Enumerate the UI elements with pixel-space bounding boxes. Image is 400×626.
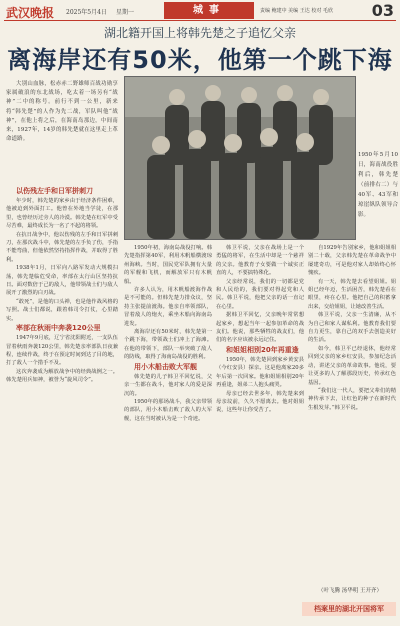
paragraph: 有一天，韩先楚去看望姐姐。姐姐已经年迈，生活困苦，韩先楚看在眼里，疼在心里。他把自己的积蓄拿出来，交给姐姐，让她改善生活。 <box>308 278 396 310</box>
series-banner: 档案里的湖北开国将军 <box>302 602 396 616</box>
page-number: 03 <box>371 1 394 20</box>
paragraph: 离海岸还有50米时，韩先楚第一个跳下海，带领战士们冲上了海滩。在他的带领下，部队一举突破了敌人的防线，取得了海南岛战役的胜利。 <box>124 329 212 361</box>
article-headline: 离海岸还有50米，他第一个跳下海 <box>7 46 393 74</box>
article-kicker: 湖北籍开国上将韩先楚之子追忆父亲 <box>103 26 296 40</box>
paragraph: 韩先楚的儿子韩卫平回忆说，父亲一生都在战斗，他对家人的爱是深沉的。 <box>124 373 212 397</box>
photo-caption: 1950年5月10日，海南战役胜利后，韩先楚（前排右二）与40军、43军和琼崖纵队领导合影。 <box>358 152 398 218</box>
section-label: 城事 <box>164 2 254 19</box>
subhead-3: 用小木船击败大军舰 <box>134 362 197 371</box>
issue-weekday: 星期一 <box>116 9 135 16</box>
editor-credits: 责编 鲍建中 美编 王达 校对 毛欣 <box>260 8 333 14</box>
issue-date: 2025年5月4日 <box>66 9 107 16</box>
paragraph: 母亲已经去世多年，韩先楚来到母亲坟前，久久不愿离去。他对姐姐说，这些年让你受苦了。 <box>216 390 304 414</box>
paragraph: 这次奔袭成为解放战争中的经典战例之一。韩先楚用兵如神，被誉为“旋风司令”。 <box>6 368 118 384</box>
paragraph: “敢死”，是他的口头禅，也是他作战风格的写照。战士们都说，跟着韩司令打仗，心里踏实。 <box>6 298 118 322</box>
masthead: 武汉晚报 <box>6 6 55 20</box>
paragraph: 1950年的那场战斗，我父亲带领的部队，用小木船击败了敌人的大军舰，这在当时被认为是一个奇迹。 <box>124 398 212 422</box>
paragraph: 年少时，韩先楚的家乡由于经济条件困难，他被迫到外面打工。他曾在外地当学徒，在那里，也曾经历过旁人的冷漠。韩先楚在红军中受尽苦难，最终成长为一名了不起的将领。 <box>6 198 118 230</box>
column-2 <box>124 244 212 624</box>
paragraph: 自1929年告别家乡，他和姐姐相别二十载，父亲韩先楚在革命战争中屡建奇功，可是他对家人却始终心怀愧疚。 <box>308 245 396 277</box>
column-1 <box>6 186 118 610</box>
paragraph: 在抗日战争中，他以伤残的左手和日军拼刺刀，在那次战斗中，韩先楚的左手负了伤，手指不能弯曲，但他依然坚持指挥作战，并取得了胜利。 <box>6 231 118 263</box>
column-4 <box>308 244 396 589</box>
paragraph: “我们这一代人，要把父辈们的精神传承下去，让红色的种子在新时代生根发芽。”韩卫平说。 <box>308 387 396 411</box>
paragraph: 父亲经常说，我们的一切都是党和人民给的，我们要对得起党和人民。韩卫平说，他把父亲的话一直记在心里。 <box>216 278 304 310</box>
page-header <box>4 2 396 21</box>
historical-group-photo <box>124 76 356 240</box>
paragraph: 据韩卫平回忆，父亲晚年常常想起家乡，想起当年一起参加革命的战友们。他说，那些牺牲的战友们，他们的名字应该被永远记住。 <box>216 312 304 344</box>
group-photo-figures <box>125 77 355 239</box>
paragraph: 1947年9月底，辽宁省沈阳附近，一支队伍冒着秋雨奔袭120公里，韩先楚亲率部队日夜兼程，连续作战，终于在预定时间到达了目的地，打了敌人一个措手不及。 <box>6 335 118 367</box>
subhead-2: 率部在秋雨中奔袭120公里 <box>16 324 101 333</box>
paragraph: 韩卫平说，父亲一生清廉，从不为自己和家人谋私利。他教育我们要自力更生，靠自己的双手去创造美好的生活。 <box>308 312 396 344</box>
paragraph: 1950年初，海南岛战役打响。韩先楚指挥第40军，利用木帆船横渡琼州海峡。当时，国民党军队拥有大量的军舰和飞机，而解放军只有木帆船。 <box>124 245 212 285</box>
subhead-4: 和姐姐相别20年再重逢 <box>226 345 299 354</box>
article-byline: （叶飞腾 汤华明 王开齐） <box>318 588 382 594</box>
paragraph: 1938年1月，日军向八路军发动大规模扫荡，韩先楚临危受命，率部在太行山区坚持抗日。面对数倍于己的敌人，他带领战士们与敌人展开了激烈的白刃战。 <box>6 265 118 297</box>
article-intro: 大别山血脉，松赤赤二野雄师百战功勋享家属破浪的东北战场，吃太着一场另有“战神”二中的称号。前行不到一公里，新来将“韩先楚”的人作为先二战，军队叫他“战神”，在他上将之后，在海南岛那边，中间南来，1927年，14岁的韩先楚就在这里走上革命道路。 <box>6 81 118 143</box>
subhead-1: 以伤残左手和日军拼刺刀 <box>16 187 93 195</box>
column-3 <box>216 244 304 624</box>
paragraph: 如今，韩卫平已经退休，他经常回到父亲的家乡红安县，参加纪念活动，讲述父亲的革命故事。他说，要让更多的人了解那段历史，传承红色基因。 <box>308 345 396 386</box>
paragraph: 1950年，韩先楚回到家乡黄安县（今红安县）探亲。这是他离家20多年后第一次回家。他和姐姐相别20年再重逢，姐弟二人抱头痛哭。 <box>216 356 304 389</box>
paragraph: 许多人认为，用木帆船渡海作战是不可能的。但韩先楚力排众议，坚持主张提前渡海。他亲自率领部队，冒着敌人的炮火，乘坐木船向海南岛进发。 <box>124 287 212 327</box>
paragraph: 韩卫平说，父亲在战场上是一个勇猛的将军，在生活中却是一个慈祥的父亲。他教育子女要做一个诚实正直的人，不要搞特殊化。 <box>216 245 304 277</box>
